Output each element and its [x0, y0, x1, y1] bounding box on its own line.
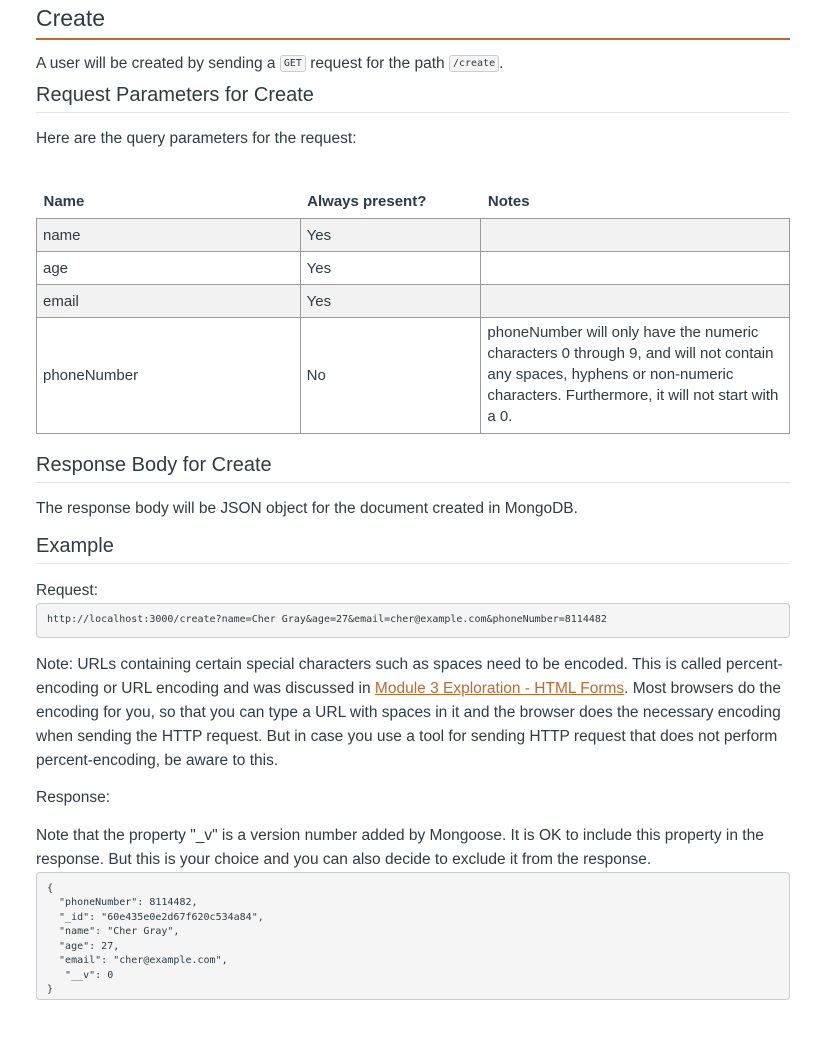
intro-text-2: request for the path	[305, 55, 449, 73]
param-always-present: Yes	[300, 285, 481, 318]
response-note: Note that the property "_v" is a version number added by Mongoose. It is OK to include this property in the response. But this is your choice and you can also decide to exclude it from the response.	[36, 826, 764, 868]
param-notes	[481, 285, 790, 318]
request-params-description: Here are the query parameters for the request:	[36, 130, 357, 148]
response-body-description: The response body will be JSON object for the document created in MongoDB.	[36, 500, 578, 518]
note-text-1: Note: URLs containing certain special characters such as spaces need to be encoded. This is called percent-encoding or URL encoding and was discussed in	[36, 655, 783, 697]
path-code: /create	[449, 55, 499, 72]
response-body-heading: Response Body for Create	[36, 454, 790, 483]
param-always-present: Yes	[300, 219, 481, 252]
response-json-code-block: { "phoneNumber": 8114482, "_id": "60e435e0e2d67f620c534a84", "name": "Cher Gray", "age": 27, "email": "cher@example.com", "__v": 0 }	[36, 872, 790, 1000]
intro-paragraph	[36, 52, 790, 76]
param-always-present: Yes	[300, 252, 481, 285]
intro-text-3: .	[499, 55, 504, 73]
params-table	[36, 185, 790, 434]
param-notes	[481, 219, 790, 252]
request-label: Request:	[36, 582, 99, 600]
column-header: Notes	[487, 193, 530, 211]
table-row	[37, 318, 790, 434]
table-row	[37, 252, 790, 285]
page-title: Create	[36, 0, 790, 40]
module-3-link[interactable]: Module 3 Exploration - HTML Forms	[374, 679, 625, 697]
response-label: Response:	[36, 788, 111, 806]
param-always-present: No	[300, 318, 481, 434]
encoding-note	[36, 653, 790, 773]
param-name: age	[37, 252, 301, 285]
method-code: GET	[280, 55, 306, 72]
column-header: Always present?	[307, 193, 427, 211]
param-notes: phoneNumber will only have the numeric characters 0 through 9, and will not contain any spaces, hyphens or non-numeric characters. Furthermore, it will not start with a 0.	[481, 318, 790, 434]
table-row	[37, 219, 790, 252]
param-name: phoneNumber	[37, 318, 301, 434]
intro-text-1: A user will be created by sending a	[36, 55, 280, 73]
param-name: name	[37, 219, 301, 252]
param-notes	[481, 252, 790, 285]
column-header: Name	[43, 193, 85, 211]
example-heading: Example	[36, 535, 790, 564]
table-header-row	[37, 185, 790, 219]
request-params-heading: Request Parameters for Create	[36, 84, 790, 113]
request-url-code-block: http://localhost:3000/create?name=Cher Gray&age=27&email=cher@example.com&phoneNumber=8114482	[36, 603, 790, 638]
param-name: email	[37, 285, 301, 318]
table-row	[37, 285, 790, 318]
note-text-2: . Most browsers do the encoding for you, so that you can type a URL with spaces in it and the browser does the necessary encoding when sending the HTTP request. But in case you use a tool for sending HTTP request that does not perform percent-encoding, be aware to this.	[36, 679, 781, 769]
